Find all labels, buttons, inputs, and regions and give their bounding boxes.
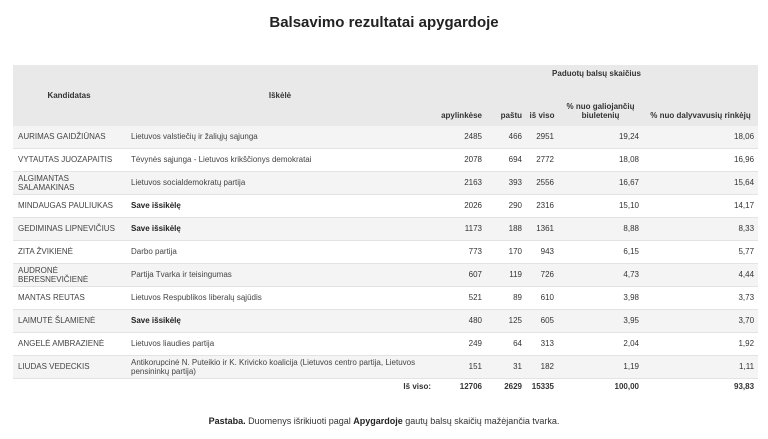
footnote-text-2: gautų balsų skaičių mažėjančia tvarka.	[402, 416, 560, 426]
nominated-by: Darbo partija	[125, 241, 435, 264]
votes-apylinkese: 480	[435, 310, 486, 333]
table-row	[13, 356, 758, 379]
header-apylinkese: apylinkėse	[435, 82, 486, 126]
candidate-name: MINDAUGAS PAULIUKAS	[13, 195, 125, 218]
votes-is-viso: 2772	[526, 149, 558, 172]
votes-pastu: 694	[486, 149, 526, 172]
votes-apylinkese: 2026	[435, 195, 486, 218]
candidate-name: ZITA ŽVIKIENĖ	[13, 241, 125, 264]
pct-valid: 4,73	[558, 264, 643, 287]
pct-voters: 14,17	[643, 195, 758, 218]
votes-apylinkese: 1173	[435, 218, 486, 241]
total-pastu: 2629	[486, 379, 526, 396]
votes-pastu: 31	[486, 356, 526, 379]
footnote	[0, 416, 768, 426]
nominated-by: Partija Tvarka ir teisingumas	[125, 264, 435, 287]
pct-valid: 19,24	[558, 126, 643, 149]
table-row	[13, 241, 758, 264]
pct-valid: 1,19	[558, 356, 643, 379]
pct-valid: 18,08	[558, 149, 643, 172]
candidate-name: VYTAUTAS JUOZAPAITIS	[13, 149, 125, 172]
pct-valid: 3,95	[558, 310, 643, 333]
nominated-by: Lietuvos liaudies partija	[125, 333, 435, 356]
pct-voters: 18,06	[643, 126, 758, 149]
table-row	[13, 172, 758, 195]
footnote-text-1: Duomenys išrikiuoti pagal	[245, 416, 354, 426]
pct-voters: 1,92	[643, 333, 758, 356]
table-row	[13, 218, 758, 241]
votes-pastu: 393	[486, 172, 526, 195]
candidate-name: LAIMUTĖ ŠLAMIENĖ	[13, 310, 125, 333]
votes-pastu: 89	[486, 287, 526, 310]
table-row	[13, 310, 758, 333]
votes-pastu: 170	[486, 241, 526, 264]
votes-pastu: 125	[486, 310, 526, 333]
votes-is-viso: 1361	[526, 218, 558, 241]
votes-apylinkese: 773	[435, 241, 486, 264]
candidate-name: GEDIMINAS LIPNEVIČIUS	[13, 218, 125, 241]
pct-voters: 3,70	[643, 310, 758, 333]
votes-pastu: 188	[486, 218, 526, 241]
results-body	[13, 126, 758, 395]
pct-voters: 4,44	[643, 264, 758, 287]
votes-is-viso: 313	[526, 333, 558, 356]
pct-voters: 16,96	[643, 149, 758, 172]
table-row	[13, 195, 758, 218]
table-row	[13, 126, 758, 149]
nominated-by: Lietuvos socialdemokratų partija	[125, 172, 435, 195]
candidate-name: AURIMAS GAIDŽIŪNAS	[13, 126, 125, 149]
header-is-viso: iš viso	[526, 82, 558, 126]
votes-apylinkese: 2163	[435, 172, 486, 195]
header-pct-valid: % nuo galiojančių biuletenių	[558, 82, 643, 126]
votes-pastu: 64	[486, 333, 526, 356]
table-row	[13, 149, 758, 172]
pct-voters: 1,11	[643, 356, 758, 379]
votes-is-viso: 2951	[526, 126, 558, 149]
total-label: Iš viso:	[125, 379, 435, 396]
pct-voters: 8,33	[643, 218, 758, 241]
header-iskele: Iškėlė	[125, 65, 435, 126]
votes-apylinkese: 521	[435, 287, 486, 310]
pct-voters: 3,73	[643, 287, 758, 310]
nominated-by: Lietuvos valstiečių ir žaliųjų sąjunga	[125, 126, 435, 149]
pct-valid: 6,15	[558, 241, 643, 264]
votes-is-viso: 726	[526, 264, 558, 287]
votes-pastu: 466	[486, 126, 526, 149]
pct-valid: 15,10	[558, 195, 643, 218]
pct-valid: 8,88	[558, 218, 643, 241]
table-row	[13, 264, 758, 287]
pct-valid: 3,98	[558, 287, 643, 310]
nominated-by: Lietuvos Respublikos liberalų sąjūdis	[125, 287, 435, 310]
pct-valid: 2,04	[558, 333, 643, 356]
table-row	[13, 287, 758, 310]
table-row	[13, 333, 758, 356]
votes-apylinkese: 2485	[435, 126, 486, 149]
nominated-by: Save išsikėlę	[125, 218, 435, 241]
page-title: Balsavimo rezultatai apygardoje	[269, 14, 499, 31]
votes-apylinkese: 2078	[435, 149, 486, 172]
pct-valid: 16,67	[558, 172, 643, 195]
header-pastu: paštu	[486, 82, 526, 126]
total-apylinkese: 12706	[435, 379, 486, 396]
votes-is-viso: 2556	[526, 172, 558, 195]
nominated-by: Save išsikėlę	[125, 310, 435, 333]
header-group: Paduotų balsų skaičius	[435, 65, 758, 82]
candidate-name: MANTAS REUTAS	[13, 287, 125, 310]
results-table	[13, 65, 758, 395]
header-pct-voters: % nuo dalyvavusių rinkėjų	[643, 82, 758, 126]
candidate-name: LIUDAS VEDECKIS	[13, 356, 125, 379]
votes-is-viso: 2316	[526, 195, 558, 218]
candidate-name: ALGIMANTAS SALAMAKINAS	[13, 172, 125, 195]
nominated-by: Antikorupcinė N. Puteikio ir K. Krivicko koalicija (Lietuvos centro partija, Lietuvos pensininkų partija)	[125, 356, 435, 379]
total-row	[13, 379, 758, 396]
votes-apylinkese: 249	[435, 333, 486, 356]
total-pct-voters: 93,83	[643, 379, 758, 396]
votes-is-viso: 182	[526, 356, 558, 379]
candidate-name: ANGELĖ AMBRAZIENĖ	[13, 333, 125, 356]
nominated-by: Save išsikėlę	[125, 195, 435, 218]
total-pct-valid: 100,00	[558, 379, 643, 396]
votes-apylinkese: 151	[435, 356, 486, 379]
footnote-prefix: Pastaba.	[208, 416, 246, 426]
votes-is-viso: 605	[526, 310, 558, 333]
total-is-viso: 15335	[526, 379, 558, 396]
header-kandidatas: Kandidatas	[13, 65, 125, 126]
votes-pastu: 290	[486, 195, 526, 218]
pct-voters: 5,77	[643, 241, 758, 264]
votes-pastu: 119	[486, 264, 526, 287]
votes-is-viso: 610	[526, 287, 558, 310]
pct-voters: 15,64	[643, 172, 758, 195]
total-spacer	[13, 379, 125, 396]
votes-is-viso: 943	[526, 241, 558, 264]
votes-apylinkese: 607	[435, 264, 486, 287]
candidate-name: AUDRONĖ BERESNEVIČIENĖ	[13, 264, 125, 287]
footnote-bold: Apygardoje	[353, 416, 403, 426]
nominated-by: Tėvynės sąjunga - Lietuvos krikščionys demokratai	[125, 149, 435, 172]
